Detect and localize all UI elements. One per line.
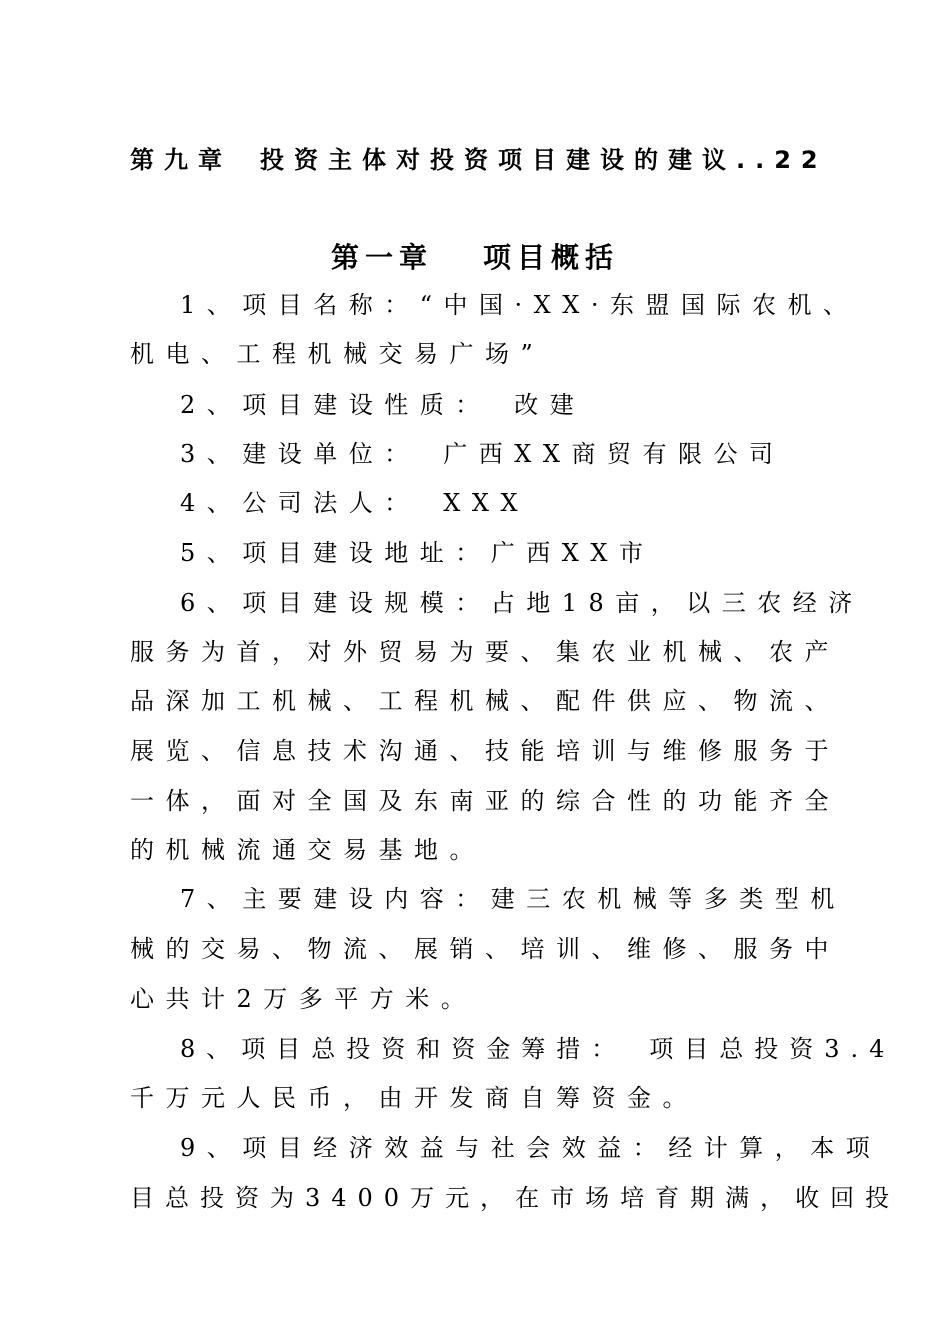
toc-entry[interactable]	[130, 140, 828, 175]
paragraph-line: 1、项目名称：“中国·XX·东盟国际农机、	[180, 291, 859, 319]
paragraph-line: 品深加工机械、工程机械、配件供应、物流、	[130, 687, 840, 715]
paragraph-line: 械的交易、物流、展销、培训、维修、服务中	[130, 935, 840, 963]
paragraph-line: 4、公司法人： XXX	[180, 489, 530, 517]
chapter-label: 第一章	[330, 241, 433, 274]
paragraph-line: 3、建设单位： 广西XX商贸有限公司	[180, 440, 785, 468]
toc-chapter-number: 第九章	[130, 146, 232, 174]
paragraph-line: 服务为首，对外贸易为要、集农业机械、农产	[130, 638, 840, 666]
toc-page-number: 22	[774, 146, 828, 174]
chapter-heading	[0, 236, 950, 276]
paragraph-line: 2、项目建设性质： 改建	[180, 391, 586, 419]
chapter-name: 项目概括	[483, 241, 620, 274]
paragraph-line: 9、项目经济效益与社会效益：经计算，本项	[180, 1134, 882, 1162]
paragraph-line: 8、项目总投资和资金筹措： 项目总投资3.4	[180, 1035, 896, 1063]
toc-chapter-title: 投资主体对投资项目建设的建议	[260, 146, 736, 174]
paragraph-line: 千万元人民币，由开发商自筹资金。	[130, 1084, 698, 1112]
paragraph-line: 7、主要建设内容：建三农机械等多类型机	[180, 885, 846, 913]
paragraph-line: 心共计2万多平方米。	[130, 985, 477, 1013]
paragraph-line: 5、项目建设地址：广西XX市	[180, 539, 655, 567]
paragraph-line: 展览、信息技术沟通、技能培训与维修服务于	[130, 737, 840, 765]
paragraph-line: 目总投资为3400万元，在市场培育期满，收回投	[130, 1184, 901, 1212]
paragraph-line: 一体，面对全国及东南亚的综合性的功能齐全	[130, 787, 840, 815]
toc-leader: ..	[736, 146, 775, 174]
paragraph-line: 的机械流通交易基地。	[130, 836, 485, 864]
paragraph-line: 机电、工程机械交易广场”	[130, 340, 545, 368]
paragraph-line: 6、项目建设规模：占地18亩，以三农经济	[180, 589, 864, 617]
